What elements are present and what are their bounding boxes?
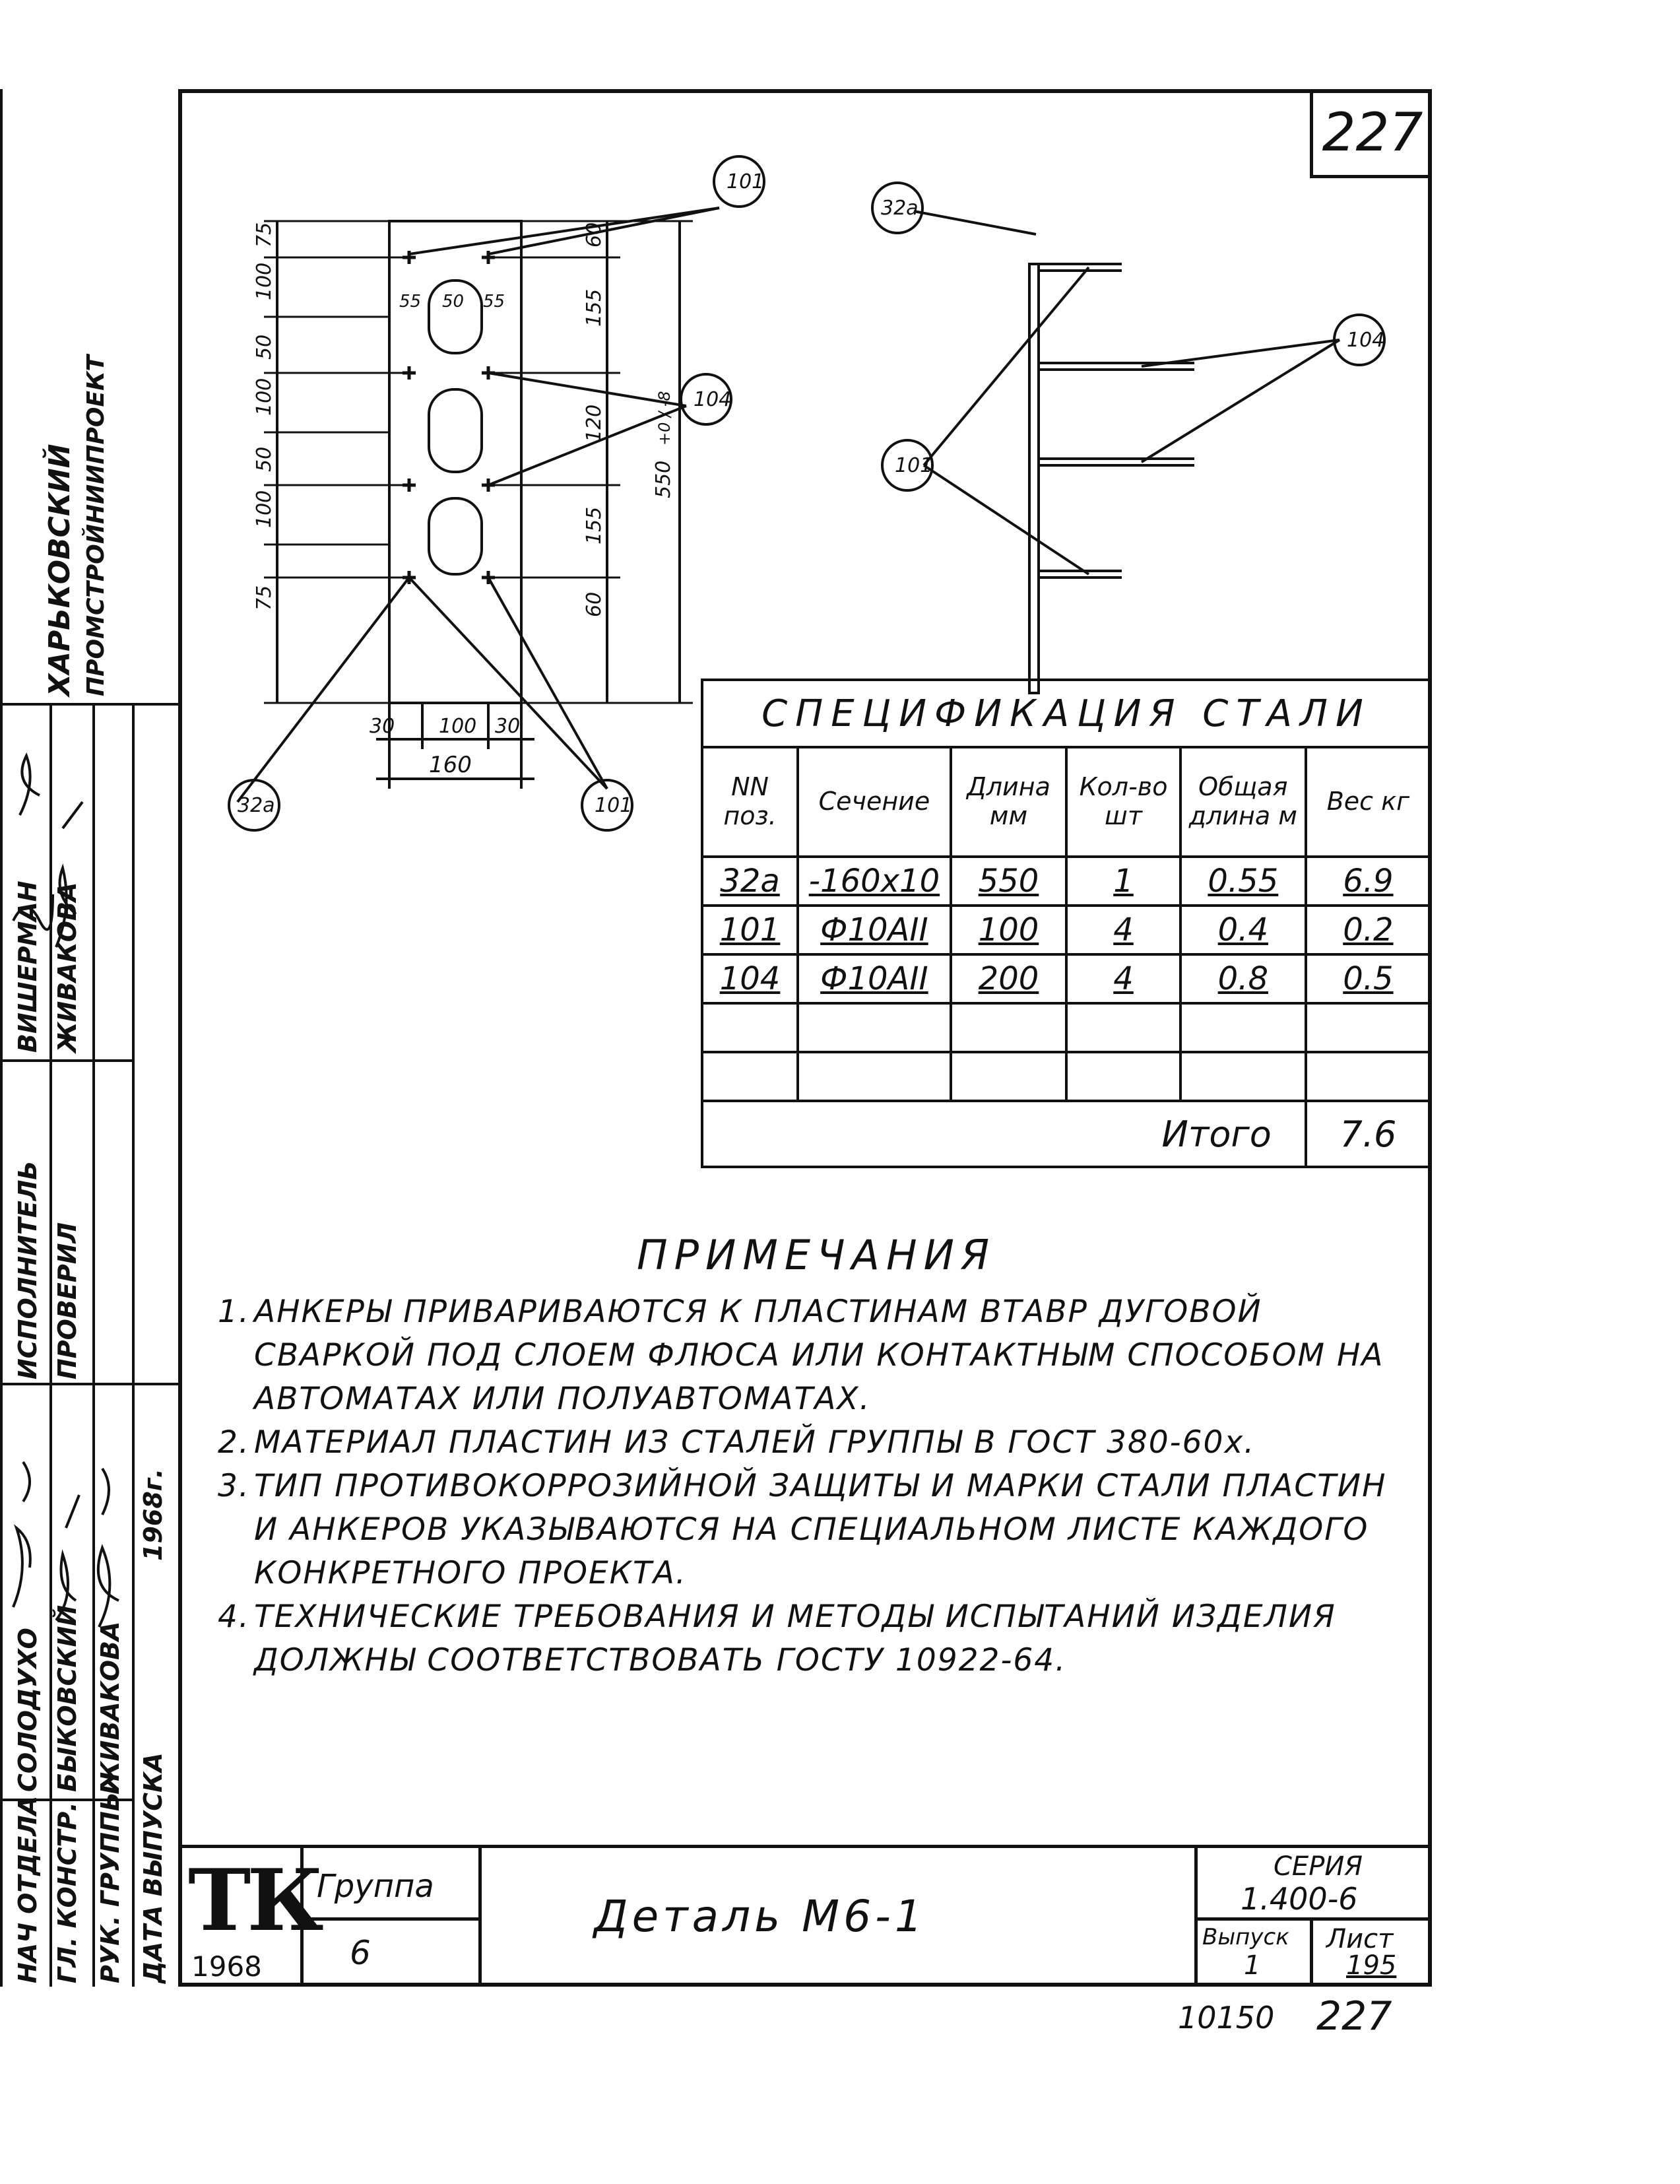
dim-left-3: 50 <box>253 334 276 360</box>
cell-length: 200 <box>951 954 1066 1003</box>
dim-slot-3: 55 <box>483 292 505 312</box>
dim-slot-1: 55 <box>399 292 422 312</box>
cell-total-length: 0.8 <box>1180 954 1306 1003</box>
steel-spec-table <box>701 678 1432 1168</box>
dim-bottom-3: 30 <box>495 715 521 738</box>
cell-pos: 32а <box>702 857 798 906</box>
note-text: АНКЕРЫ ПРИВАРИВАЮТСЯ К ПЛАСТИНАМ ВТАВР ДУГОВОЙ СВАРКОЙ ПОД СЛОЕМ ФЛЮСА ИЛИ КОНТАКТНЫМ СПОСОБОМ НА АВТОМАТАХ ИЛИ ПОЛУАВТОМАТАХ. <box>254 1294 1384 1417</box>
hdr-length: Длина мм <box>951 747 1066 857</box>
cell-total-length: 0.4 <box>1180 906 1306 954</box>
drawing-title: Деталь М6-1 <box>594 1891 926 1942</box>
name-executor: ВИШЕРМАН <box>13 880 42 1053</box>
slot-2 <box>429 389 482 472</box>
slot-3 <box>429 498 482 574</box>
note-number: 4. <box>218 1599 250 1635</box>
role-head-of-dept: НАЧ ОТДЕЛА <box>13 1795 42 1983</box>
issue-label: Выпуск <box>1202 1924 1289 1950</box>
spec-title: СПЕЦИФИКАЦИЯ СТАЛИ <box>702 680 1431 747</box>
series-value: 1.400-6 <box>1241 1881 1358 1917</box>
table-row <box>702 1052 1431 1101</box>
dim-bottom-1: 30 <box>370 715 395 738</box>
cell-empty <box>1306 1003 1431 1052</box>
dim-right-1: 60 <box>583 222 606 248</box>
callout-101-bottom-label: 101 <box>595 794 633 817</box>
cell-pos: 101 <box>702 906 798 954</box>
cell-empty <box>798 1052 951 1101</box>
group-value-cell <box>300 1917 482 1987</box>
dim-right-5: 60 <box>583 591 606 617</box>
name-chief-designer: БЫКОВСКИЙ <box>53 1605 82 1792</box>
role-checked: ПРОВЕРИЛ <box>53 1222 82 1379</box>
hdr-pos: NN поз. <box>702 747 798 857</box>
notes-title: ПРИМЕЧАНИЯ <box>637 1231 996 1279</box>
note-number: 3. <box>218 1468 250 1504</box>
cell-empty <box>951 1052 1066 1101</box>
callout-104-left-label: 104 <box>694 388 732 411</box>
sheet-value: 195 <box>1346 1950 1397 1981</box>
cell-empty <box>1180 1052 1306 1101</box>
note-number: 2. <box>218 1424 250 1461</box>
cell-pos: 104 <box>702 954 798 1003</box>
org-name-line2: ПРОМСТРОЙНИИПРОЕКТ <box>82 354 110 696</box>
note-item <box>218 1290 1419 1421</box>
footer-code: 10150 <box>1178 2000 1275 2035</box>
dim-tolerance: +0 / -8 <box>655 391 674 446</box>
cell-qty: 4 <box>1066 954 1180 1003</box>
name-checker: ЖИВАКОВА <box>53 882 82 1053</box>
hdr-section: Сечение <box>798 747 951 857</box>
cell-qty: 1 <box>1066 857 1180 906</box>
cell-weight: 0.5 <box>1306 954 1431 1003</box>
dim-bottom-2: 100 <box>439 715 477 738</box>
cell-empty <box>1180 1003 1306 1052</box>
hdr-qty: Кол-во шт <box>1066 747 1180 857</box>
cell-qty: 4 <box>1066 906 1180 954</box>
table-row <box>702 906 1431 954</box>
release-year: 1968г. <box>139 1468 168 1561</box>
series-label: СЕРИЯ <box>1274 1851 1363 1882</box>
sheet-label: Лист <box>1326 1924 1394 1954</box>
table-row <box>702 954 1431 1003</box>
cell-total-length: 0.55 <box>1180 857 1306 906</box>
dim-left-4: 100 <box>253 378 276 416</box>
notes-list <box>218 1290 1419 1682</box>
dim-right-3: 120 <box>583 404 606 442</box>
cell-empty <box>1066 1003 1180 1052</box>
callout-101-top-label: 101 <box>727 170 765 193</box>
cell-length: 100 <box>951 906 1066 954</box>
hdr-total-length: Общая длина м <box>1180 747 1306 857</box>
cell-length: 550 <box>951 857 1066 906</box>
dim-left-5: 50 <box>253 446 276 472</box>
release-date-label: ДАТА ВЫПУСКА <box>139 1752 168 1983</box>
org-name-line1: ХАРЬКОВСКИЙ <box>43 444 77 696</box>
group-label: Группа <box>317 1868 434 1905</box>
cell-empty <box>1306 1052 1431 1101</box>
dim-left-7: 75 <box>253 585 276 611</box>
cell-section: Ф10АII <box>798 954 951 1003</box>
dim-left-2: 100 <box>253 262 276 300</box>
callout-32a-left-label: 32а <box>238 794 275 817</box>
role-group-lead: РУК. ГРУППЫ <box>96 1785 125 1983</box>
note-item <box>218 1595 1419 1682</box>
note-number: 1. <box>218 1294 250 1330</box>
cell-empty <box>798 1003 951 1052</box>
callout-32a-side-label: 32а <box>881 197 919 220</box>
cell-empty <box>1066 1052 1180 1101</box>
dim-left-6: 100 <box>253 490 276 528</box>
hdr-weight: Вес кг <box>1306 747 1431 857</box>
role-chief-designer: ГЛ. КОНСТР. <box>53 1802 82 1983</box>
left-stamp-strip <box>0 89 178 1987</box>
cell-weight: 0.2 <box>1306 906 1431 954</box>
footer-page: 227 <box>1316 1993 1392 2039</box>
logo-year: 1968 <box>191 1950 262 1983</box>
cell-section: Ф10АII <box>798 906 951 954</box>
note-text: ТЕХНИЧЕСКИЕ ТРЕБОВАНИЯ И МЕТОДЫ ИСПЫТАНИЙ ИЗДЕЛИЯ ДОЛЖНЫ СООТВЕТСТВОВАТЬ ГОСТУ 10922-64. <box>254 1599 1336 1678</box>
dim-left-1: 75 <box>253 222 276 248</box>
issue-value: 1 <box>1244 1950 1261 1981</box>
name-head-of-dept: СОЛОДУХО <box>13 1628 42 1792</box>
tk-logo: ТК <box>188 1851 320 1950</box>
dim-right-4: 155 <box>583 506 606 545</box>
dim-width: 160 <box>429 752 472 778</box>
cell-empty <box>951 1003 1066 1052</box>
note-text: ТИП ПРОТИВОКОРРОЗИЙНОЙ ЗАЩИТЫ И МАРКИ СТАЛИ ПЛАСТИН И АНКЕРОВ УКАЗЫВАЮТСЯ НА СПЕЦИАЛЬНОМ ЛИСТЕ КАЖДОГО КОНКРЕТНОГО ПРОЕКТА. <box>254 1468 1387 1591</box>
table-row <box>702 1003 1431 1052</box>
note-text: МАТЕРИАЛ ПЛАСТИН ИЗ СТАЛЕЙ ГРУППЫ В ГОСТ 380-60х. <box>254 1424 1256 1461</box>
signatures <box>0 89 178 1987</box>
dim-right-2: 155 <box>583 288 606 327</box>
cell-weight: 6.9 <box>1306 857 1431 906</box>
note-item <box>218 1465 1419 1595</box>
name-group-lead: ЖИВАКОВА <box>96 1621 125 1792</box>
note-item <box>218 1421 1419 1465</box>
dim-slot-2: 50 <box>442 292 465 312</box>
total-label: Итого <box>702 1101 1306 1167</box>
total-value: 7.6 <box>1306 1101 1431 1167</box>
cell-empty <box>702 1003 798 1052</box>
cell-section: -160х10 <box>798 857 951 906</box>
callout-104-side-label: 104 <box>1347 329 1385 352</box>
group-value: 6 <box>350 1934 371 1972</box>
role-executor: ИСПОЛНИТЕЛЬ <box>13 1160 42 1379</box>
cell-empty <box>702 1052 798 1101</box>
dim-total-length: 550 <box>652 460 675 498</box>
callout-101-side-label: 101 <box>895 454 933 477</box>
sheet-number-top: 227 <box>1310 89 1432 178</box>
table-row <box>702 857 1431 906</box>
